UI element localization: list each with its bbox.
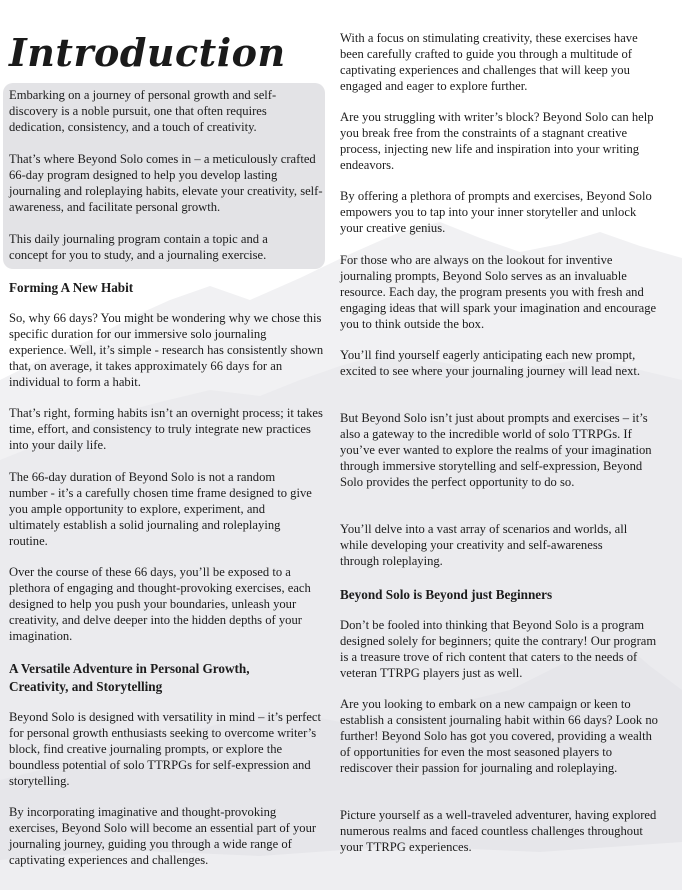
beginners-paragraph-1: Don’t be fooled into thinking that Beyond Solo is a program designed solely for beginners; quite the contrary! Our program is a treasure trove of rich content that caters to the needs of veteran TTRPG players just as well. (340, 618, 657, 680)
habit-paragraph-4: Over the course of these 66 days, you’ll be exposed to a plethora of engaging and thought-provoking exercises, each designed to help you push your boundaries, unleash your creativity, and delve deeper into the hidden depths of your imagination. (9, 565, 311, 643)
right-paragraph-2: Are you struggling with writer’s block? Beyond Solo can help you break free from the constraints of a stagnant creative process, injecting new life and inspiration into your writing endeavors. (340, 110, 654, 172)
section-heading-forming-habit: Forming A New Habit (9, 280, 134, 295)
versatile-paragraph-1: Beyond Solo is designed with versatility in mind – it’s perfect for personal growth enthusiasts seeking to overcome writer’s block, find creative journaling prompts, or explore the boundless potential of solo TTRPGs for self-expression and storytelling. (9, 710, 322, 788)
beginners-paragraph-3: Picture yourself as a well-traveled adventurer, having explored numerous realms and faced countless challenges throughout your TTRPG experiences. (340, 808, 657, 854)
intro-paragraph-3: This daily journaling program contain a topic and a concept for you to study, and a journaling exercise. (9, 232, 268, 262)
right-paragraph-7: You’ll delve into a vast array of scenarios and worlds, all while developing your creativity and self-awareness through roleplaying. (340, 522, 628, 568)
right-paragraph-1: With a focus on stimulating creativity, these exercises have been carefully crafted to guide you through a multitude of captivating experiences and challenges that will keep you engaged and eager to explore further. (340, 31, 638, 93)
intro-paragraph-2: That’s where Beyond Solo comes in – a meticulously crafted 66-day program designed to help you develop lasting journaling and roleplaying habits, elevate your creativity, self-awareness, and facilitate personal growth. (9, 152, 323, 214)
right-paragraph-3: By offering a plethora of prompts and exercises, Beyond Solo empowers you to tap into your inner storyteller and unlock your creative genius. (340, 189, 652, 235)
right-paragraph-6: But Beyond Solo isn’t just about prompts and exercises – it’s also a gateway to the incredible world of solo TTRPGs. If you’ve ever wanted to explore the realms of your imagination through immersive storytelling and self-expression, Beyond Solo provides the perfect opportunity to do so. (340, 411, 652, 489)
section-heading-beyond-beginners: Beyond Solo is Beyond just Beginners (340, 587, 553, 602)
section-heading-versatile-adventure: A Versatile Adventure in Personal Growth, Creativity, and Storytelling (9, 661, 250, 694)
intro-paragraph-1: Embarking on a journey of personal growth and self-discovery is a noble pursuit, one that often requires dedication, consistency, and a touch of creativity. (9, 88, 277, 134)
beginners-paragraph-2: Are you looking to embark on a new campaign or keen to establish a consistent journaling habit within 66 days? Look no further! Beyond Solo has got you covered, providing a wealth of opportunities for even the most seasoned players to rediscover their passion for journaling and roleplaying. (340, 697, 658, 775)
page-title: Introduction (9, 30, 286, 75)
right-paragraph-5: You’ll find yourself eagerly anticipating each new prompt, excited to see where your journaling journey will lead next. (340, 348, 641, 378)
habit-paragraph-2: That’s right, forming habits isn’t an overnight process; it takes time, effort, and consistency to truly integrate new practices into your daily life. (9, 406, 323, 452)
right-paragraph-4: For those who are always on the lookout for inventive journaling prompts, Beyond Solo serves as an invaluable resource. Each day, the program presents you with fresh and engaging ideas that will spark your imagination and encourage you to think outside the box. (340, 253, 657, 331)
habit-paragraph-1: So, why 66 days? You might be wondering why we chose this specific duration for our immersive solo journaling experience. Well, it’s simple - research has consistently shown that, on average, it takes approximately 66 days for an individual to form a habit. (9, 311, 324, 389)
habit-paragraph-3: The 66-day duration of Beyond Solo is not a random number - it’s a carefully chosen time frame designed to give you ample opportunity to explore, experiment, and ultimately establish a solid journaling and roleplaying routine. (9, 470, 312, 548)
versatile-paragraph-2: By incorporating imaginative and thought-provoking exercises, Beyond Solo will become an essential part of your journaling journey, guiding you through a wide range of captivating experiences and challenges. (9, 805, 317, 867)
